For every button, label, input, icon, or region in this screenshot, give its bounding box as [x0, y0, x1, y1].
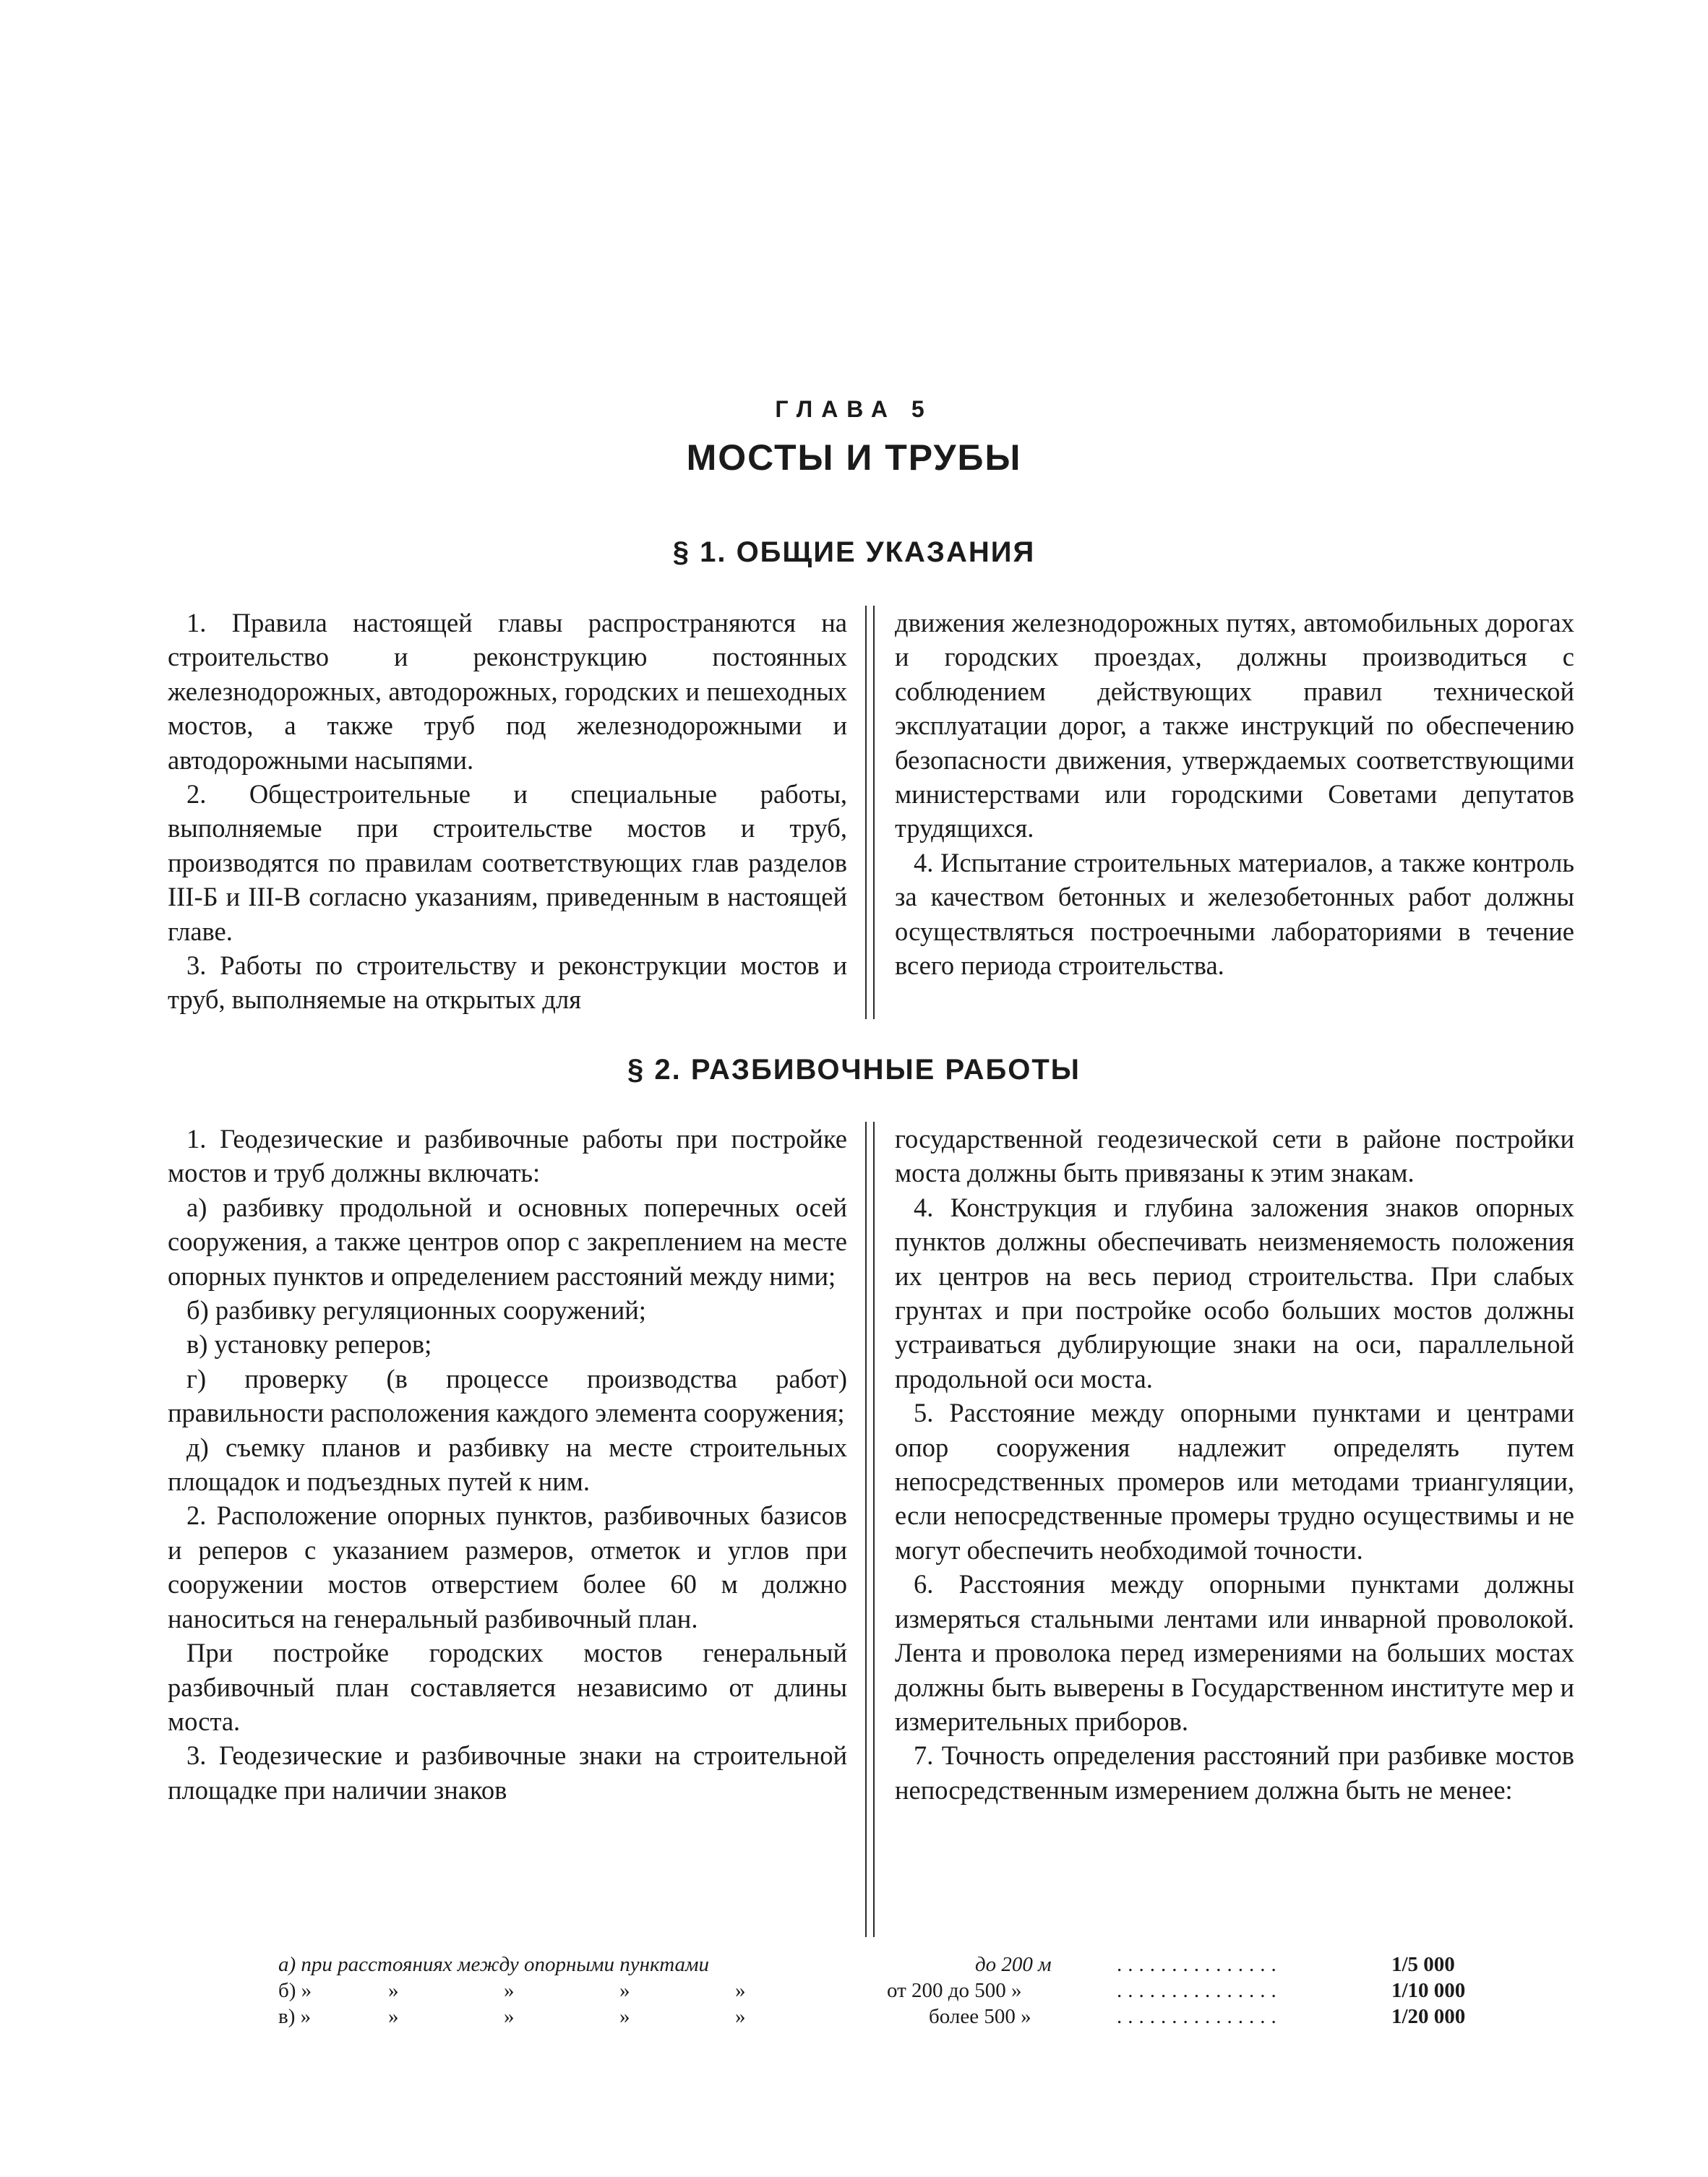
paragraph: 2. Общестроительные и специальные работы, выполняемые при строительстве мостов и труб, производятся по правилам соответствующих глав разделов III-Б и III-В согласно указаниям, приведенным в настоящей главе. — [168, 779, 847, 946]
ditto-mark: » — [619, 1979, 630, 2002]
section-2-left-column — [168, 1122, 847, 1807]
section-1-heading: § 1. ОБЩИЕ УКАЗАНИЯ — [672, 536, 1036, 568]
paragraph: 4. Конструкция и глубина заложения знаков опорных пунктов должны обеспечивать неизменяемость положения их центров на весь период строительства. При слабых грунтах и при постройке особо больших мостов должны устраиваться дублирующие знаки на оси, параллельной продольной оси моста. — [895, 1192, 1574, 1394]
paragraph: 1. Геодезические и разбивочные работы при постройке мостов и труб должны включать: — [168, 1124, 847, 1188]
ditto-mark: » — [735, 2005, 746, 2028]
table-row — [278, 2004, 1478, 2030]
section-2-heading: § 2. РАЗБИВОЧНЫЕ РАБОТЫ — [627, 1054, 1081, 1086]
paragraph: 2. Расположение опорных пунктов, разбивочных базисов и реперов с указанием размеров, отметок и углов при сооружении мостов отверстием более 60 м должно наноситься на генеральный разбивочный план. — [168, 1500, 847, 1633]
section-2-right-column — [895, 1122, 1574, 1807]
list-item: д) съемку планов и разбивку на месте строительных площадок и подъездных путей к ним. — [168, 1432, 847, 1497]
paragraph: движения железнодорожных путях, автомобильных дорогах и городских проездах, должны производиться с соблюдением действующих правил технической эксплуатации дорог, а также инструкций по обеспечению безопасности движения, утверждаемых соответствующими министерствами или городскими Советами депутатов трудящихся. — [895, 608, 1574, 843]
row-value: 1/20 000 — [1391, 2005, 1466, 2028]
paragraph: 6. Расстояния между опорными пунктами должны измеряться стальными лентами или инварной проволокой. Лента и проволока перед измерениями на больших мостах должны быть выверены в Государственном институте мер и измерительных приборов. — [895, 1569, 1574, 1736]
section-1-left-column — [168, 606, 847, 1017]
paragraph: 1. Правила настоящей главы распространяются на строительство и реконструкцию постоянных железнодорожных, автодорожных, городских и пешеходных мостов, а также труб под железнодорожными и автодорожными насыпями. — [168, 608, 847, 775]
row-range: до 200 м — [975, 1953, 1052, 1976]
leader-dots: ............... — [1117, 1953, 1282, 1976]
ditto-mark: » — [388, 2005, 399, 2028]
ditto-mark: » — [504, 1979, 515, 2002]
paragraph: 3. Работы по строительству и реконструкции мостов и труб, выполняемые на открытых для — [168, 950, 847, 1015]
list-item: г) проверку (в процессе производства работ) правильности расположения каждого элемента сооружения; — [168, 1363, 847, 1428]
ditto-mark: » — [388, 1979, 399, 2002]
row-value: 1/10 000 — [1391, 1979, 1466, 2002]
table-row — [278, 1978, 1478, 2004]
ditto-mark: » — [619, 2005, 630, 2028]
row-range: более 500 » — [929, 2005, 1031, 2028]
accuracy-table — [278, 1951, 1478, 2030]
list-item: а) разбивку продольной и основных поперечных осей сооружения, а также центров опор с закреплением на месте опорных пунктов и определением расстояний между ними; — [168, 1192, 847, 1291]
ditto-mark: » — [504, 2005, 515, 2028]
chapter-label: ГЛАВА 5 — [775, 396, 933, 422]
paragraph: 5. Расстояние между опорными пунктами и центрами опор сооружения надлежит определять путем непосредственных промеров или методами триангуляции, если непосредственные промеры трудно осуществимы и не могут обеспечить необходимой точности. — [895, 1398, 1574, 1565]
ditto-mark: » — [735, 1979, 746, 2002]
chapter-title: МОСТЫ И ТРУБЫ — [686, 437, 1022, 478]
list-item: в) установку реперов; — [186, 1329, 432, 1360]
list-item: б) разбивку регуляционных сооружений; — [186, 1295, 646, 1326]
column-divider — [865, 1122, 875, 1937]
paragraph: 4. Испытание строительных материалов, а также контроль за качеством бетонных и железобетонных работ должны осуществляться построечными лабораториями в течение всего периода строительства. — [895, 847, 1574, 981]
column-divider — [865, 606, 875, 1019]
table-row — [278, 1951, 1478, 1978]
row-range: от 200 до 500 » — [887, 1979, 1022, 2002]
row-label: в) » — [278, 2005, 312, 2028]
row-label: а) при расстояниях между опорными пунктами — [278, 1953, 710, 1976]
paragraph: 3. Геодезические и разбивочные знаки на строительной площадке при наличии знаков — [168, 1740, 847, 1805]
paragraph: При постройке городских мостов генеральный разбивочный план составляется независимо от длины моста. — [168, 1638, 847, 1736]
paragraph: государственной геодезической сети в районе постройки моста должны быть привязаны к этим знакам. — [895, 1124, 1574, 1188]
leader-dots: ............... — [1117, 2005, 1282, 2028]
leader-dots: ............... — [1117, 1979, 1282, 2002]
row-label: б) » — [278, 1979, 312, 2002]
paragraph: 7. Точность определения расстояний при разбивке мостов непосредственным измерением должна быть не менее: — [895, 1740, 1574, 1805]
section-1-right-column — [895, 606, 1574, 982]
row-value: 1/5 000 — [1391, 1953, 1455, 1976]
